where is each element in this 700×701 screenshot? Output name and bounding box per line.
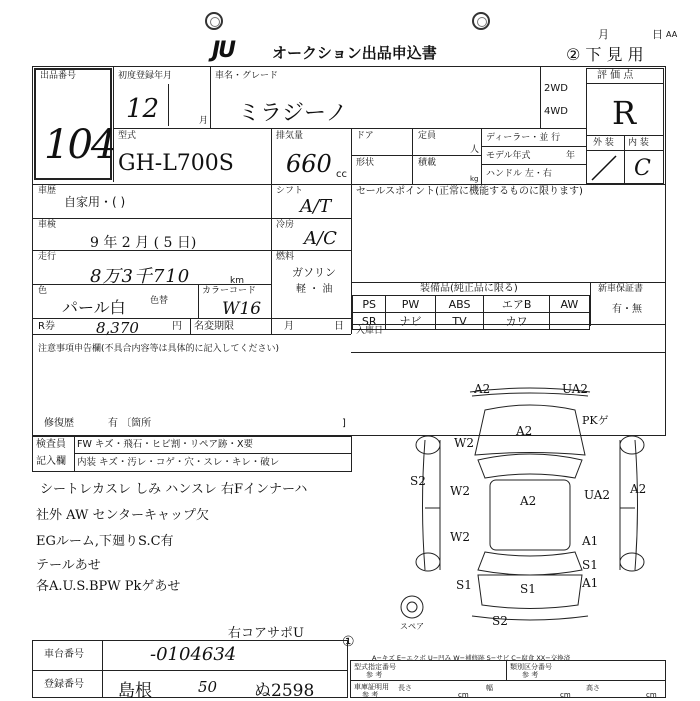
repair-history-bracket: ] <box>342 418 346 429</box>
mileage-unit: km <box>230 276 244 286</box>
binder-hole-right <box>472 12 490 30</box>
copy-label: ② 下 見 用 <box>566 45 644 64</box>
damage-rear-left: S1 <box>456 578 472 592</box>
equipment-pw: PW <box>386 296 435 313</box>
fuel-options: 軽 ・ 油 <box>296 284 333 295</box>
chassis-label: 車台番号 <box>44 649 84 660</box>
model-designation-label: 型式指定番号 <box>354 663 396 671</box>
drive-2wd: 2WD <box>544 83 568 94</box>
arrival-date-label: 入庫日 <box>356 326 384 336</box>
load-label: 積載 <box>418 158 437 168</box>
width-sub-label: 幅 <box>486 684 493 692</box>
inspector-note-4: テールあせ <box>36 558 101 573</box>
capacity-label: 定員 <box>418 131 437 141</box>
ac-label: 冷房 <box>276 220 295 230</box>
interior-label: 内 装 <box>628 138 649 148</box>
damage-right-sill: S1 <box>582 558 598 572</box>
lot-number-label: 出品番号 <box>40 71 77 81</box>
color-value: パール白 <box>62 298 126 317</box>
fuel-value: ガソリン <box>292 266 336 279</box>
garage-certificate-label: 車庫証明用 <box>354 683 389 691</box>
height-cm: cm <box>646 691 657 699</box>
inspector-note-3: EGルーム,下廻りS.C有 <box>36 534 174 549</box>
interior-grade: C <box>634 156 651 181</box>
equipment-ps: PS <box>353 296 386 313</box>
ac-value: A/C <box>304 228 337 249</box>
shift-label: シフト <box>276 186 304 196</box>
capacity-unit: 人 <box>470 145 480 155</box>
history-label: 車歴 <box>38 186 57 196</box>
equipment-abs: ABS <box>435 296 484 313</box>
damage-right-rear-fender: A1 <box>582 576 599 590</box>
damage-right-edge: A2 <box>630 482 647 496</box>
damage-left-front-door: W2 <box>450 484 470 498</box>
damage-front-bumper: A2 <box>474 382 491 396</box>
mileage-label: 走行 <box>38 252 57 262</box>
damage-hood-right: PKゲ <box>582 414 609 427</box>
height-sub-label: 高さ <box>586 684 600 692</box>
registration-region: 島根 <box>118 681 152 701</box>
warranty-label: 新車保証書 <box>598 284 644 294</box>
damage-right-front-door: UA2 <box>584 488 611 502</box>
category-label: 類別区分番号 <box>510 663 552 671</box>
type-label: 型式 <box>118 131 137 141</box>
registration-class: 50 <box>198 678 218 696</box>
displacement-label: 排気量 <box>276 131 304 141</box>
equipment-leather: カワ <box>484 313 549 330</box>
equipment-navi: ナビ <box>386 313 435 330</box>
reference-label-1: 参 考 <box>366 671 383 679</box>
model-name: ミラジーノ <box>238 101 348 126</box>
first-reg-year: 12 <box>126 94 160 124</box>
model-year-unit: 年 <box>566 151 576 161</box>
first-reg-label: 初度登録年月 <box>118 71 173 81</box>
mileage-value: 8万3千710 <box>90 266 191 287</box>
displacement-unit: cc <box>336 169 347 180</box>
grade: R <box>612 94 637 132</box>
load-unit: kg <box>470 175 479 183</box>
binder-hole-left <box>205 12 223 30</box>
inspector-note-2: 社外 AW センターキャップ欠 <box>36 508 209 523</box>
doors-label: ドア <box>356 131 374 141</box>
length-sub-label: 長さ <box>398 684 412 692</box>
first-reg-month-unit: 月 <box>199 116 209 126</box>
warranty-value: 有・無 <box>612 304 642 315</box>
reference-label-2: 参 考 <box>522 671 539 679</box>
auction-logo: JU <box>212 38 235 63</box>
registration-number: ぬ2598 <box>254 681 315 701</box>
month-label: 月 <box>598 28 609 41</box>
lot-number: 104 <box>44 122 115 168</box>
form-title: オークション出品申込書 <box>272 44 437 62</box>
shift-value: A/T <box>300 196 332 217</box>
color-change-label: 色替 <box>150 296 169 306</box>
inspector-note-1: シートレカスレ しみ ハンスレ 右Fインナーハ <box>40 482 308 497</box>
shape-label: 形状 <box>356 158 375 168</box>
model-year-label: モデル年式 <box>486 151 531 161</box>
equipment-tv: TV <box>435 313 484 330</box>
repair-history-value: 有 〔箇所 <box>108 418 152 429</box>
equipment-airbag: エアB <box>484 296 549 313</box>
inspector-note-5: 各A.U.S.BPW Pkゲあせ <box>36 579 181 594</box>
damage-left-front-fender: W2 <box>454 436 474 450</box>
registration-label: 登録番号 <box>44 679 84 690</box>
model-name-label: 車名・グレード <box>215 71 279 81</box>
equipment-empty <box>549 313 589 330</box>
recycle-value: 8,370 <box>96 319 139 337</box>
aa-label: AA <box>666 30 678 39</box>
inspector-items: FW キズ・飛石・ヒビ割・リペア跡・X要 <box>77 439 254 450</box>
recycle-unit: 円 <box>172 321 182 332</box>
grade-label: 評 価 点 <box>597 70 634 81</box>
history-value: 自家用・( ) <box>64 195 126 209</box>
chassis-number: -0104634 <box>150 644 237 665</box>
deadline-day-unit: 日 <box>334 321 344 332</box>
inspection-label: 車検 <box>38 220 57 230</box>
width-cm: cm <box>560 691 571 699</box>
day-label: 日 <box>652 28 663 41</box>
exterior-label: 外 装 <box>593 138 614 148</box>
damage-roof: A2 <box>520 494 537 508</box>
deadline-month-unit: 月 <box>284 321 294 332</box>
drive-4wd: 4WD <box>544 106 568 117</box>
sales-points-label: セールスポイント(正常に機能するものに限ります) <box>356 186 583 197</box>
damage-left-rear-door: W2 <box>450 530 470 544</box>
equipment-label: 装備品(純正品に限る) <box>420 283 518 294</box>
inspection-value: 9 年 2 月 ( 5 日) <box>90 235 197 251</box>
equipment-aw: AW <box>549 296 589 313</box>
equipment-sr: SR <box>353 313 386 330</box>
length-cm: cm <box>458 691 469 699</box>
handle-label: ハンドル 左・右 <box>486 169 552 179</box>
damage-legend: A−キズ E−エクボ U−凹み W−補修跡 S−サビ C−腐食 XX−交換済 <box>372 654 571 662</box>
interior-items: 内装 キズ・汚レ・コゲ・穴・スレ・キレ・破レ <box>77 457 280 468</box>
exterior-slash-mark <box>586 150 624 184</box>
damage-trunk: S1 <box>520 582 536 596</box>
spare-label: スペア <box>400 622 424 631</box>
fuel-label: 燃料 <box>276 252 295 262</box>
dealer-label: ディーラー・並 行 <box>486 133 561 143</box>
damage-hood: A2 <box>516 424 533 438</box>
damage-rear-bumper: S2 <box>492 614 508 628</box>
notes-label: 注意事項申告欄(不具合内容等は具体的に記入してください) <box>38 344 280 354</box>
circle-mark: ① <box>342 634 355 650</box>
displacement: 660 <box>286 150 332 178</box>
reference-label-3: 参 考 <box>362 691 379 699</box>
type-code: GH-L700S <box>118 151 234 176</box>
damage-right-rear-door: A1 <box>582 534 599 548</box>
color-code: W16 <box>222 299 262 319</box>
repair-history-label: 修復歴 <box>44 418 74 429</box>
extra-note: 右コアサポU <box>228 626 304 641</box>
color-code-label: カラーコード <box>202 286 257 296</box>
color-label: 色 <box>38 286 48 296</box>
damage-front-right-corner: UA2 <box>562 382 589 396</box>
damage-left-edge: S2 <box>410 474 426 488</box>
recycle-label: R券 <box>38 321 55 332</box>
registration-deadline-label: 名変期限 <box>194 321 234 332</box>
entry-label: 記入欄 <box>36 456 66 467</box>
inspector-label: 検査員 <box>36 439 66 450</box>
